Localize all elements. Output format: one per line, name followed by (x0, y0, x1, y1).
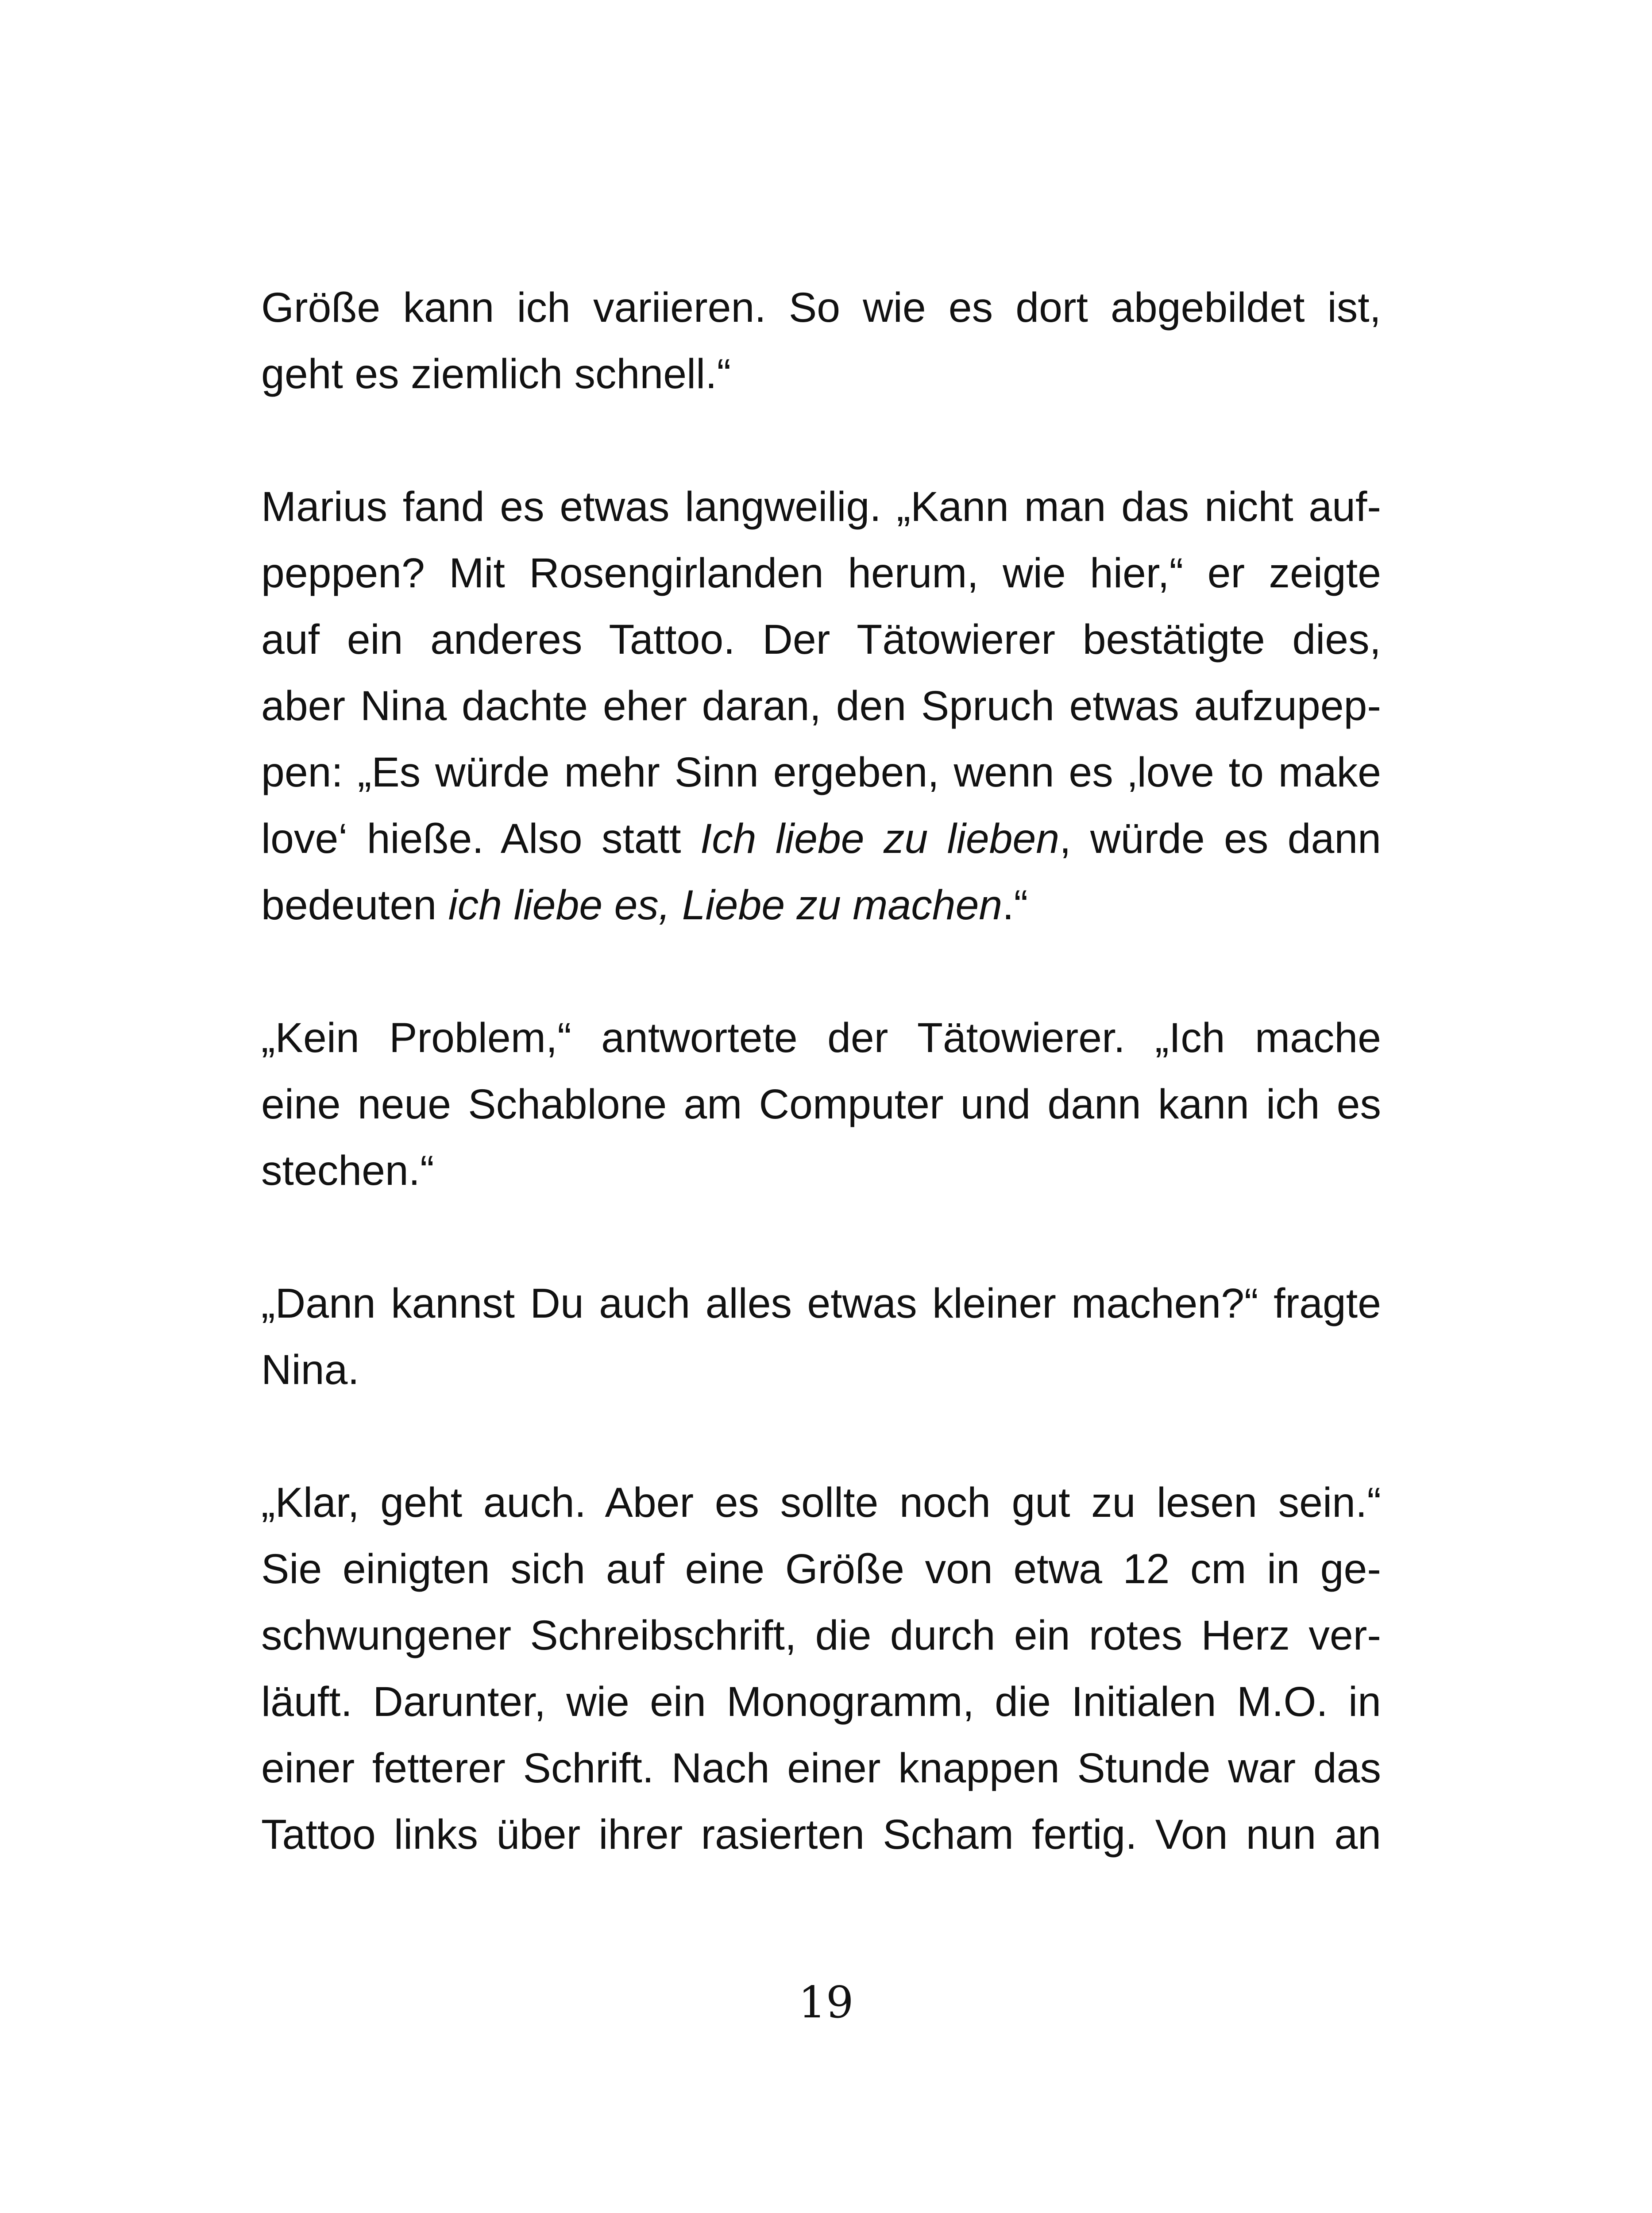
text-segment: pen: „Es würde mehr Sinn ergeben, wenn es ‚love to make (261, 749, 1381, 796)
text-line (261, 739, 1381, 806)
text-segment: eine neue Schablone am Computer und dann kann ich es (261, 1081, 1381, 1128)
italic-text: Ich liebe zu lieben (700, 815, 1060, 862)
text-line (261, 1536, 1381, 1602)
text-line (261, 1469, 1381, 1536)
paragraph (261, 1270, 1381, 1403)
text-segment: love‘ hieße. Also statt (261, 815, 700, 862)
paragraph (261, 1469, 1381, 1868)
text-segment: peppen? Mit Rosengirlanden herum, wie hier,“ er zeigte (261, 550, 1381, 597)
paragraph (261, 1005, 1381, 1204)
text-segment: Tattoo links über ihrer rasierten Scham fertig. Von nun an (261, 1811, 1381, 1858)
text-line (261, 1270, 1381, 1337)
body-text (261, 274, 1381, 1868)
text-line (261, 673, 1381, 739)
text-line (261, 274, 1381, 341)
text-segment: bedeuten (261, 882, 448, 929)
text-line (261, 1137, 1381, 1204)
text-segment: geht es ziemlich schnell.“ (261, 351, 731, 397)
text-segment: Sie einigten sich auf eine Größe von etwa 12 cm in ge- (261, 1546, 1381, 1592)
text-line (261, 1337, 1381, 1403)
text-line (261, 1801, 1381, 1868)
text-line (261, 806, 1381, 872)
text-line (261, 1669, 1381, 1735)
text-segment: „Klar, geht auch. Aber es sollte noch gut zu lesen sein.“ (261, 1479, 1381, 1526)
text-segment: „Dann kannst Du auch alles etwas kleiner machen?“ fragte (261, 1280, 1381, 1327)
text-segment: Nina. (261, 1346, 359, 1393)
text-line (261, 606, 1381, 673)
text-segment: läuft. Darunter, wie ein Monogramm, die Initialen M.O. in (261, 1678, 1381, 1725)
page-number: 19 (798, 1978, 854, 2028)
paragraph (261, 474, 1381, 938)
text-line (261, 540, 1381, 606)
text-segment: auf ein anderes Tattoo. Der Tätowierer bestätigte dies, (261, 616, 1381, 663)
paragraph (261, 274, 1381, 407)
text-line (261, 1071, 1381, 1137)
text-line (261, 474, 1381, 540)
text-segment: stechen.“ (261, 1147, 434, 1194)
text-line (261, 1005, 1381, 1071)
text-line (261, 341, 1381, 407)
text-line (261, 1735, 1381, 1801)
text-segment: aber Nina dachte eher daran, den Spruch etwas aufzupep- (261, 682, 1381, 729)
text-segment: Marius fand es etwas langweilig. „Kann man das nicht auf- (261, 483, 1381, 530)
text-segment: einer fetterer Schrift. Nach einer knappen Stunde war das (261, 1745, 1381, 1792)
text-line (261, 1602, 1381, 1669)
text-segment: , würde es dann (1059, 815, 1382, 862)
text-segment: .“ (1002, 882, 1028, 929)
text-segment: „Kein Problem,“ antwortete der Tätowierer. „Ich mache (261, 1014, 1381, 1061)
text-segment: Größe kann ich variieren. So wie es dort abgebildet ist, (261, 284, 1381, 331)
text-segment: schwungener Schreibschrift, die durch ein rotes Herz ver- (261, 1612, 1381, 1659)
italic-text: ich liebe es, Liebe zu machen (448, 882, 1003, 929)
text-line (261, 872, 1381, 938)
